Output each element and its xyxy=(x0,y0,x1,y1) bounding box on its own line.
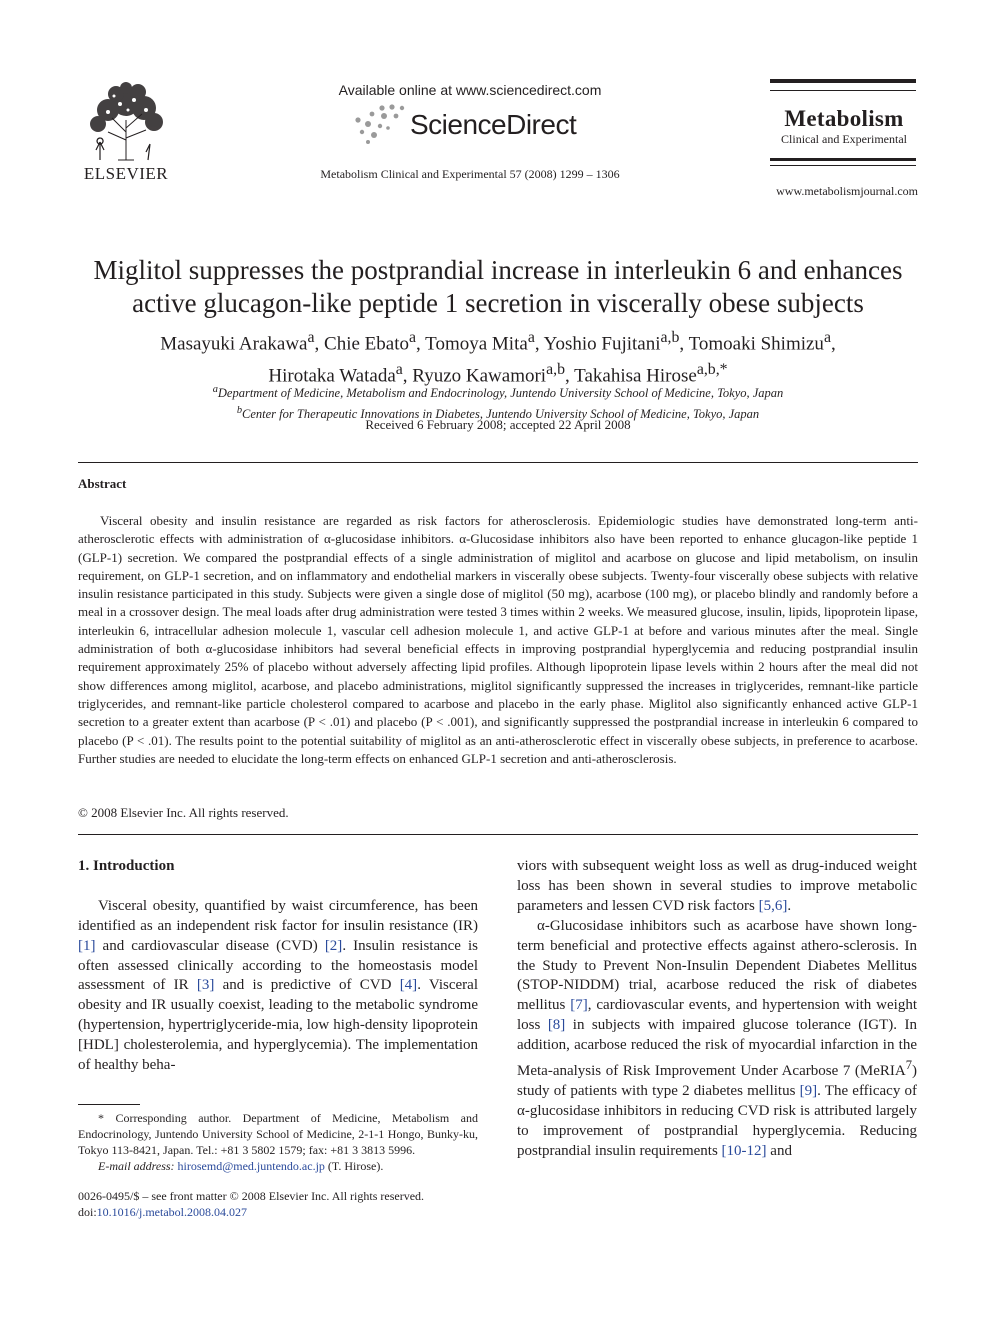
author-name: Tomoaki Shimizu xyxy=(688,333,824,355)
email-suffix: (T. Hirose). xyxy=(324,1159,384,1173)
reference-link[interactable]: [7] xyxy=(570,997,588,1014)
text-run: ) study of patients with type 2 diabetes mellitus xyxy=(517,1063,917,1099)
body-paragraph xyxy=(517,917,917,1162)
author-list xyxy=(78,325,918,390)
text-run: , cardiovascular events, and hypertension with weight loss xyxy=(517,997,917,1034)
email-label: E-mail address: xyxy=(98,1159,175,1173)
affiliation-a xyxy=(78,381,918,402)
abstract-bottom-rule xyxy=(78,834,918,835)
reference-link[interactable]: [2] xyxy=(324,937,343,954)
author-separator: , xyxy=(679,333,689,355)
affiliation-mark: a xyxy=(212,384,218,395)
superscript: 7 xyxy=(905,1058,912,1073)
journal-rule xyxy=(770,79,916,83)
journal-rule xyxy=(770,165,916,166)
reference-link[interactable]: [3] xyxy=(196,977,215,994)
elsevier-wordmark: ELSEVIER xyxy=(83,164,169,183)
doi-line xyxy=(78,1204,478,1220)
footnote-rule xyxy=(78,1104,140,1105)
abstract-heading: Abstract xyxy=(78,476,127,491)
corresponding-author-footnote xyxy=(78,1110,478,1174)
abstract-body xyxy=(78,512,918,768)
text-run: . The efficacy of α-glucosidase inhibitors in reducing CVD risk is attributed largely to improvement of postprandial hyperglycemia. Reducing postprandial insulin requirements xyxy=(517,1082,917,1159)
footnote-email-line xyxy=(78,1158,478,1174)
text-run: . Visceral obesity and IR usually coexist, leading to the metabolic syndrome (hypertension, hypertriglyceride-mia, low high-density lipoprotein [HDL] cholesterolemia, and hyperglycemia). The implementation of healthy beha- xyxy=(78,977,478,1074)
body-paragraph xyxy=(78,897,478,1076)
author-separator: , xyxy=(402,365,413,387)
author-name: Chie Ebato xyxy=(324,333,409,355)
title-line: Miglitol suppresses the postprandial increase in interleukin 6 and enhances xyxy=(93,255,903,285)
abstract-copyright: © 2008 Elsevier Inc. All rights reserved. xyxy=(78,805,289,820)
author-name: Yoshio Fujitani xyxy=(543,333,661,355)
affiliation-text: Department of Medicine, Metabolism and Endocrinology, Juntendo University School of Medicine, Tokyo, Japan xyxy=(217,386,784,401)
front-matter-line: 0026-0495/$ – see front matter © 2008 Elsevier Inc. All rights reserved. xyxy=(78,1189,425,1203)
email-link[interactable]: hirosemd@med.juntendo.ac.jp xyxy=(177,1159,325,1173)
affiliation-text: Center for Therapeutic Innovations in Diabetes, Juntendo University School of Medicine, Tokyo, Japan xyxy=(242,407,760,422)
elsevier-tree-icon xyxy=(78,80,174,162)
author-name: Ryuzo Kawamori xyxy=(412,365,547,387)
title-line: active glucagon-like peptide 1 secretion in viscerally obese subjects xyxy=(132,288,864,318)
doi-label: doi: xyxy=(78,1205,97,1219)
text-run: Visceral obesity, quantified by waist circumference, has been identified as an independent risk factor for insulin resistance (IR) xyxy=(78,897,478,934)
sciencedirect-dots-icon xyxy=(352,104,408,144)
reference-link[interactable]: [5,6] xyxy=(758,897,788,914)
author-affil-mark: a xyxy=(823,329,831,346)
author-name: Masayuki Arakawa xyxy=(160,333,308,355)
elsevier-logo xyxy=(78,80,174,182)
author-affil-mark: a,b xyxy=(660,329,680,346)
abstract-top-rule xyxy=(78,462,918,463)
author-name: Takahisa Hirose xyxy=(574,365,697,387)
affiliation-mark: b xyxy=(236,405,243,417)
author-affil-mark: a xyxy=(395,361,403,379)
abstract-text: Visceral obesity and insulin resistance are regarded as risk factors for atherosclerosis. Epidemiologic studies have demonstrated long-term anti-atherosclerotic effects with administration of α-glucosidase inhibitors. α-Glucosidase inhibitors also have been reported to enhance glucagon-like peptide 1 (GLP-1) secretion. We compared the postprandial effects of a single administration of miglitol and acarbose on glucose and lipid metabolism, on insulin requirement, on GLP-1 secretion, and on inflammatory and endothelial markers in viscerally obese subjects. Twenty-four viscerally obese subjects with relative insulin resistance participated in this study. Subjects were given a single dose of miglitol (50 mg), acarbose (100 mg), or placebo blindly and randomly before a meal in a crossover design. The meal loads after drug administration were tested 3 times within 2 weeks. We measured glucose, insulin, lipids, lipoprotein lipase, interleukin 6, intracellular adhesion molecule 1, vascular cell adhesion molecule 1, and active GLP-1 at before and various minutes after the meal. Single administration of both α-glucosidase inhibitors had several beneficial effects in improving postprandial hyperglycemia and reducing postprandial insulin requirement approximately 25% of placebo without adversely affecting lipid profiles. Although lipoprotein lipase levels within 2 hours after the meal did not show differences among miglitol, acarbose, and placebo administrations, miglitol significantly suppressed the increases in triglycerides, remnant-like particle triglycerides, and remnant-like particle cholesterol compared to acarbose and placebo in the early phase. Miglitol also significantly enhanced active GLP-1 secretion to a greater extent than acarbose (P < .01) and placebo (P < .001), and significantly suppressed the postprandial increase in interleukin 6 compared to placebo (P < .01). The results point to the potential suitability of miglitol as an anti-atherosclerotic effect in viscerally obese subjects, in preference to acarbose. Further studies are needed to elucidate the long-term effects on enhanced GLP-1 secretion and anti-atherosclerosis. xyxy=(78,513,918,766)
author-separator: , xyxy=(565,365,575,387)
journal-title: Metabolism xyxy=(784,106,904,131)
author-affil-mark: a xyxy=(307,329,315,346)
text-run: α-Glucosidase inhibitors such as acarbose have shown long-term beneficial and protective effects against athero-sclerosis. In the Study to Prevent Non-Insulin Dependent Diabetes Mellitus (STOP-NIDDM) trial, acarbose reduced the risk of diabetes mellitus xyxy=(517,917,917,1014)
footnote-text: * Corresponding author. Department of Medicine, Metabolism and Endocrinology, Juntendo University School of Medicine, 2-1-1 Hongo, Bunky-ku, Tokyo 113-8421, Japan. Tel.: +81 3 5802 1579; fax: +81 3 3813 5996. xyxy=(78,1111,478,1157)
journal-rule xyxy=(770,90,916,91)
author-affil-mark: a,b,* xyxy=(696,361,728,379)
article-title xyxy=(78,254,918,320)
section-heading-introduction: 1. Introduction xyxy=(78,858,175,874)
front-matter-info xyxy=(78,1188,478,1220)
journal-citation: Metabolism Clinical and Experimental 57 (2008) 1299 – 1306 xyxy=(320,167,620,181)
reference-link[interactable]: [9] xyxy=(799,1082,818,1099)
author-name: Hirotaka Watada xyxy=(268,365,396,387)
author-affil-mark: a xyxy=(408,329,416,346)
sciencedirect-wordmark: ScienceDirect xyxy=(410,109,577,140)
reference-link[interactable]: [4] xyxy=(399,977,418,994)
author-separator: , xyxy=(314,333,325,355)
author-separator: , xyxy=(830,333,836,355)
journal-rule xyxy=(770,158,916,161)
text-run: and cardiovascular disease (CVD) xyxy=(95,937,325,954)
journal-url[interactable]: www.metabolismjournal.com xyxy=(776,184,918,198)
text-run: viors with subsequent weight loss as well as drug-induced weight loss has been shown in several studies to improve metabolic parameters and lessen CVD risk factors xyxy=(517,858,917,914)
text-run: and is predictive of CVD xyxy=(214,977,400,994)
reference-link[interactable]: [8] xyxy=(547,1017,566,1034)
text-run: in subjects with impaired glucose tolerance (IGT). In addition, acarbose reduced the risk of myocardial infarction in the Meta-analysis of Risk Improvement Under Acarbose 7 (MeRIA xyxy=(517,1017,918,1080)
reference-link[interactable]: [1] xyxy=(78,937,96,954)
author-separator: , xyxy=(416,333,426,355)
text-run: . Insulin resistance is often assessed clinically according to the homeostasis model assessment of IR xyxy=(78,937,478,994)
sciencedirect-logo xyxy=(352,104,602,148)
author-name: Tomoya Mita xyxy=(425,333,528,355)
available-online-text: Available online at www.sciencedirect.com xyxy=(338,82,602,98)
body-column-right xyxy=(517,857,917,1162)
text-run: and xyxy=(766,1142,792,1159)
received-dates: Received 6 February 2008; accepted 22 April 2008 xyxy=(365,417,631,432)
doi-link[interactable]: 10.1016/j.metabol.2008.04.027 xyxy=(96,1205,247,1219)
body-column-left xyxy=(78,857,478,1076)
body-paragraph xyxy=(517,857,917,917)
reference-link[interactable]: [10-12] xyxy=(721,1142,767,1159)
journal-subtitle: Clinical and Experimental xyxy=(781,132,907,146)
author-separator: , xyxy=(534,333,544,355)
text-run: . xyxy=(787,897,792,914)
author-affil-mark: a xyxy=(527,329,535,346)
author-affil-mark: a,b xyxy=(546,361,565,379)
